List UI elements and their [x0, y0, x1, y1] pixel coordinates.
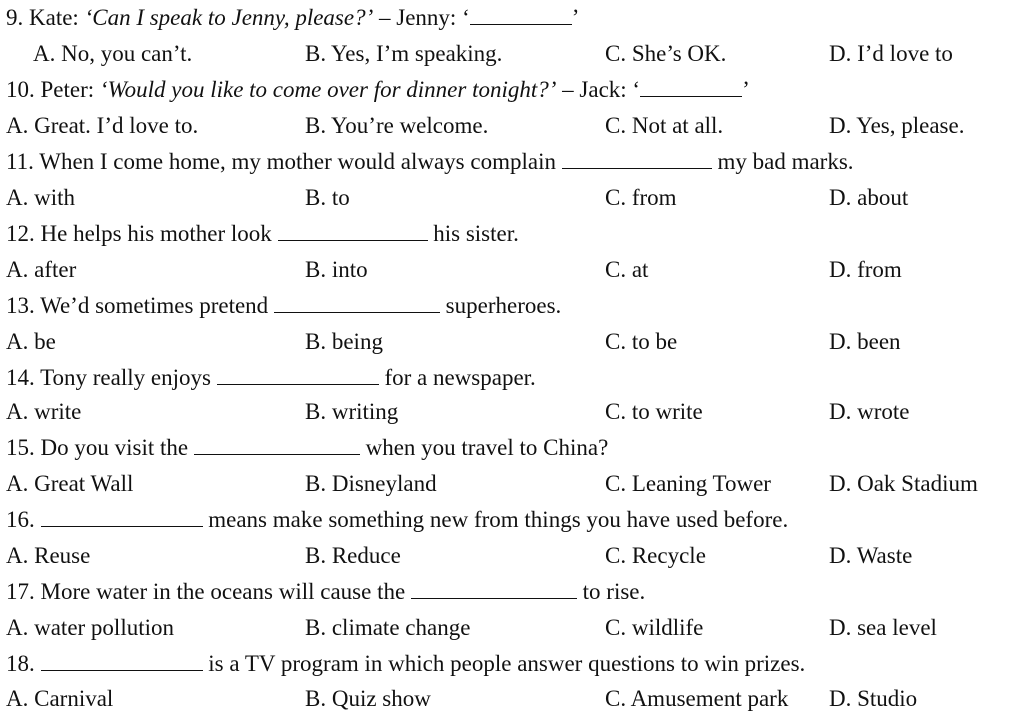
question-text: my bad marks.: [711, 149, 854, 174]
option-d: D. Waste: [829, 543, 913, 568]
question-17-stem: [6, 578, 645, 606]
question-16-stem: [6, 506, 788, 534]
option-b: B. being: [305, 329, 383, 354]
question-13-stem: [6, 292, 561, 320]
option-c: C. Amusement park: [605, 686, 789, 711]
option-c: C. Not at all.: [605, 113, 724, 138]
question-text: – Jenny: ‘: [373, 5, 470, 30]
option-a: A. write: [6, 399, 82, 424]
question-quote: ‘Can I speak to Jenny, please?’: [84, 5, 374, 30]
option-c: C. to be: [605, 329, 678, 354]
answer-blank: [217, 366, 379, 385]
option-d: D. Studio: [829, 686, 918, 711]
option-c: C. She’s OK.: [605, 41, 727, 66]
question-text: ’: [571, 5, 580, 30]
option-a: A. be: [6, 329, 56, 354]
option-d: D. sea level: [829, 615, 937, 640]
question-quote: ‘Would you like to come over for dinner tonight?’: [99, 77, 557, 102]
answer-blank: [274, 294, 440, 313]
option-d: D. I’d love to: [829, 41, 953, 66]
question-text: – Jack: ‘: [556, 77, 641, 102]
question-text: ’: [742, 77, 750, 102]
question-text: 13. We’d sometimes pretend: [6, 293, 274, 318]
question-text: means make something new from things you have used before.: [202, 507, 789, 532]
option-a: A. No, you can’t.: [33, 41, 193, 66]
answer-blank: [194, 436, 360, 455]
question-text: to rise.: [576, 579, 646, 604]
question-text: 11. When I come home, my mother would always complain: [6, 149, 562, 174]
option-a: A. Carnival: [6, 686, 114, 711]
question-15-stem: [6, 434, 608, 462]
question-10-stem: [6, 76, 750, 104]
question-text: 12. He helps his mother look: [6, 221, 278, 246]
option-b: B. Quiz show: [305, 686, 431, 711]
answer-blank: [562, 150, 712, 169]
question-text: 14. Tony really enjoys: [6, 365, 217, 390]
question-text: 10. Peter:: [6, 77, 100, 102]
option-a: A. Great Wall: [6, 471, 134, 496]
option-a: A. after: [6, 257, 77, 282]
question-14-stem: [6, 364, 536, 392]
question-text: 16.: [6, 507, 41, 532]
question-text: 18.: [6, 651, 41, 676]
option-d: D. Yes, please.: [829, 113, 965, 138]
option-d: D. about: [829, 185, 909, 210]
option-d: D. wrote: [829, 399, 910, 424]
option-b: B. Disneyland: [305, 471, 437, 496]
option-a: A. with: [6, 185, 75, 210]
question-text: superheroes.: [439, 293, 562, 318]
question-12-stem: [6, 220, 519, 248]
answer-blank: [41, 508, 203, 527]
answer-blank: [640, 78, 742, 97]
answer-blank: [411, 580, 577, 599]
option-c: C. wildlife: [605, 615, 704, 640]
answer-blank: [41, 652, 203, 671]
option-b: B. Reduce: [305, 543, 401, 568]
question-text: 15. Do you visit the: [6, 435, 194, 460]
option-c: C. to write: [605, 399, 703, 424]
option-a: A. Great. I’d love to.: [6, 113, 199, 138]
question-11-stem: [6, 148, 854, 176]
question-text: when you travel to China?: [359, 435, 609, 460]
option-b: B. You’re welcome.: [305, 113, 489, 138]
option-b: B. into: [305, 257, 368, 282]
option-a: A. Reuse: [6, 543, 91, 568]
option-c: C. Leaning Tower: [605, 471, 771, 496]
option-c: C. from: [605, 185, 677, 210]
option-c: C. Recycle: [605, 543, 706, 568]
option-b: B. writing: [305, 399, 399, 424]
option-b: B. to: [305, 185, 350, 210]
answer-blank: [278, 222, 428, 241]
answer-blank: [470, 6, 572, 25]
question-text: for a newspaper.: [378, 365, 536, 390]
option-b: B. Yes, I’m speaking.: [305, 41, 503, 66]
question-text: his sister.: [427, 221, 519, 246]
option-d: D. Oak Stadium: [829, 471, 978, 496]
question-18-stem: [6, 650, 805, 678]
question-text: is a TV program in which people answer questions to win prizes.: [202, 651, 806, 676]
option-c: C. at: [605, 257, 649, 282]
question-9-stem: [6, 4, 579, 32]
question-text: 17. More water in the oceans will cause the: [6, 579, 411, 604]
option-b: B. climate change: [305, 615, 471, 640]
option-d: D. been: [829, 329, 901, 354]
option-d: D. from: [829, 257, 902, 282]
question-text: 9. Kate:: [6, 5, 85, 30]
option-a: A. water pollution: [6, 615, 174, 640]
